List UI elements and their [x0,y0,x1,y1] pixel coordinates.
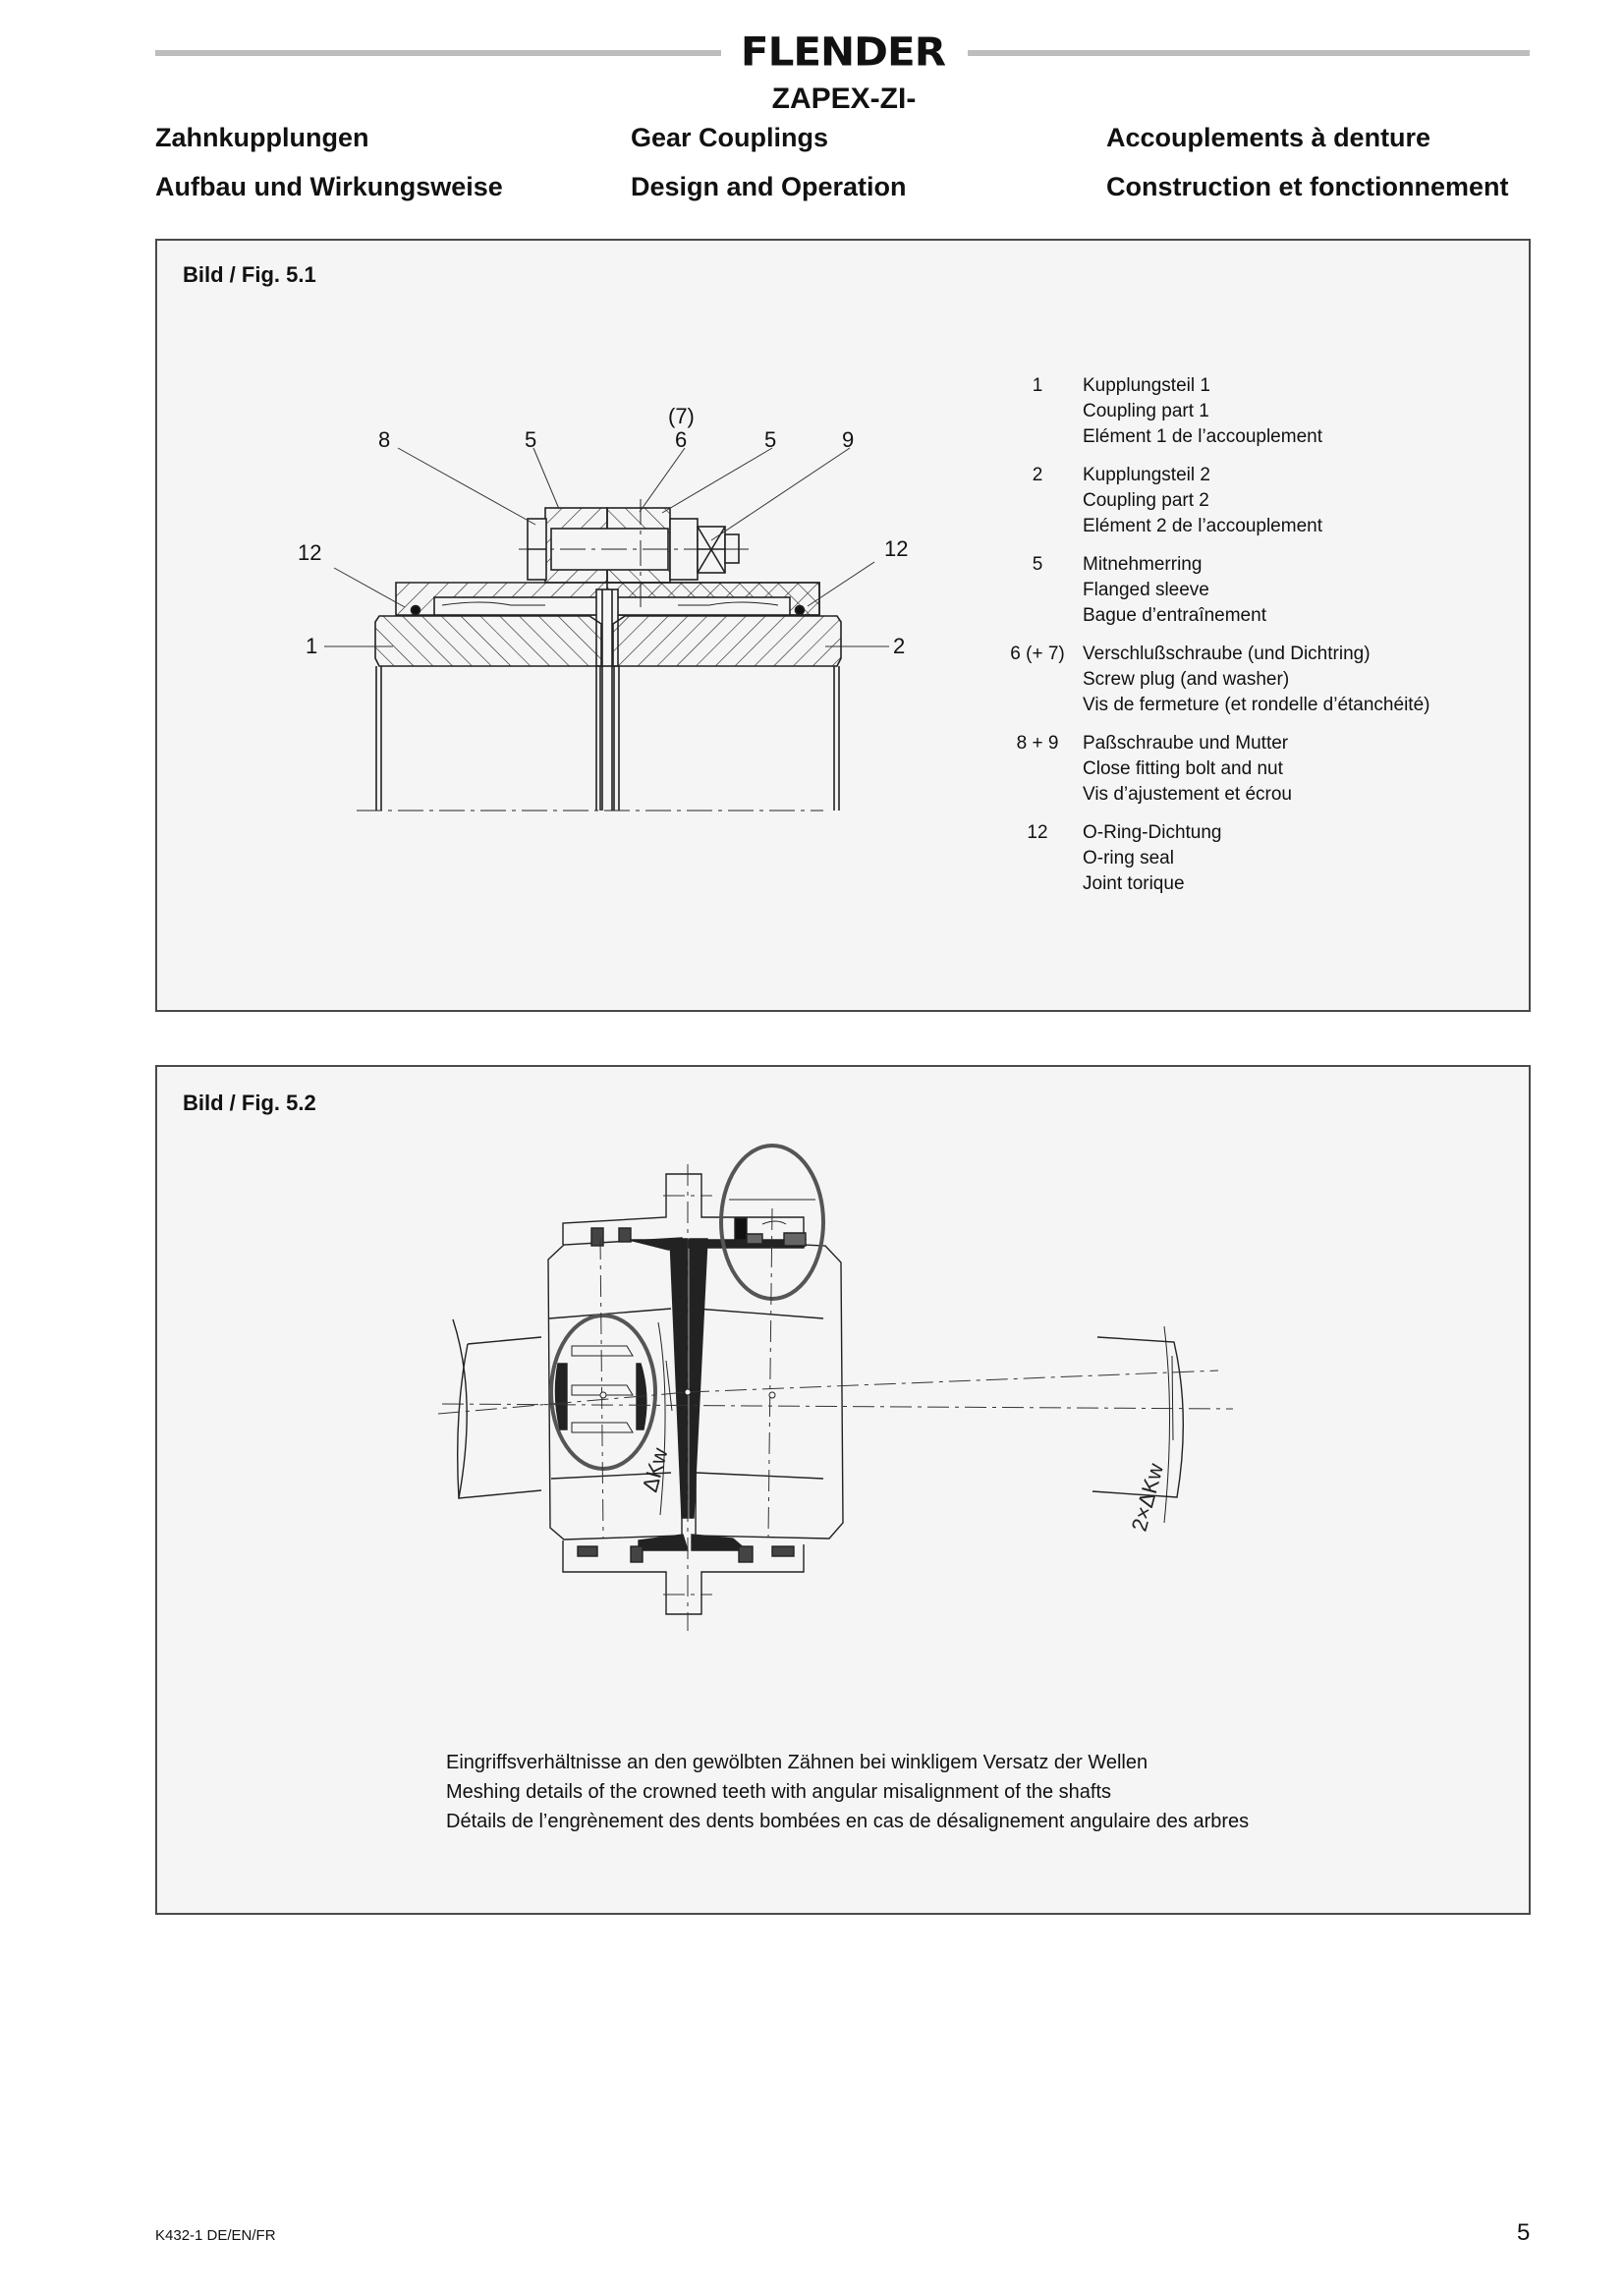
legend-number: 12 [1027,822,1048,843]
legend-en: Close fitting bolt and nut [1083,758,1283,779]
shaft-left [453,1319,541,1498]
callout-8: 8 [378,427,391,452]
caption-fr: Détails de l’engrènement des dents bombées en cas de désalignement angulaire des arbres [446,1811,1250,1832]
figure-5-1-label: Bild / Fig. 5.1 [183,262,316,287]
subtitle-en: Design and Operation [631,172,907,201]
center-web [670,1239,688,1518]
legend-number: 1 [1032,375,1043,396]
callout-2: 2 [893,634,906,658]
legend-en: Screw plug (and washer) [1083,669,1290,690]
callout-7: (7) [668,404,695,428]
caption-en: Meshing details of the crowned teeth with angular misalignment of the shafts [446,1781,1112,1803]
subtitle-de: Aufbau und Wirkungsweise [155,172,503,201]
legend-de: Kupplungsteil 1 [1083,375,1210,396]
callout-6: 6 [675,427,688,452]
legend-de: Mitnehmerring [1083,554,1203,575]
title-en: Gear Couplings [631,123,829,152]
caption-de: Eingriffsverhältnisse an den gewölbten Zähnen bei winkligem Versatz der Wellen [446,1752,1148,1773]
subtitle-fr: Construction et fonctionnement [1106,172,1509,201]
callout-5-right: 5 [764,427,777,452]
title-de: Zahnkupplungen [155,123,369,152]
callout-9: 9 [842,427,855,452]
dimension-delta-kw: ΔKw [637,1445,673,1495]
product-name: ZAPEX-ZI- [771,83,917,115]
legend-en: Coupling part 1 [1083,401,1209,421]
callout-1: 1 [306,634,318,658]
legend-en: O-ring seal [1083,848,1174,868]
legend-de: Kupplungsteil 2 [1083,465,1210,485]
figure-5-2-label: Bild / Fig. 5.2 [183,1091,316,1115]
legend-de: Paßschraube und Mutter [1083,733,1289,754]
legend-en: Coupling part 2 [1083,490,1209,511]
title-fr: Accouplements à denture [1106,123,1431,152]
callout-12-right: 12 [884,536,909,561]
legend-en: Flanged sleeve [1083,580,1209,600]
legend-fr: Vis d’ajustement et écrou [1083,784,1292,805]
dimension-2x-delta-kw: 2×ΔKw [1126,1460,1169,1535]
legend-number: 2 [1032,465,1043,485]
legend-de: Verschlußschraube (und Dichtring) [1083,644,1371,664]
callout-5-left: 5 [525,427,537,452]
figure-5-2-caption [446,1748,1249,1836]
legend-fr: Bague d’entraînement [1083,605,1266,626]
document-id: K432-1 DE/EN/FR [155,2227,276,2244]
page-number: 5 [1517,2219,1531,2246]
callout-12-left: 12 [298,540,322,565]
legend-fr: Vis de fermeture (et rondelle d’étanchéité) [1083,695,1430,715]
legend-fr: Elément 1 de l’accouplement [1083,426,1322,447]
legend-number: 5 [1032,554,1043,575]
brand-logo: FLENDER [740,28,946,75]
legend-fr: Joint torique [1083,873,1185,894]
axis-right [688,1371,1218,1392]
legend-number: 8 + 9 [1016,733,1059,754]
legend-number: 6 (+ 7) [1010,644,1065,664]
legend-fr: Elément 2 de l’accouplement [1083,516,1322,536]
legend-de: O-Ring-Dichtung [1083,822,1222,843]
